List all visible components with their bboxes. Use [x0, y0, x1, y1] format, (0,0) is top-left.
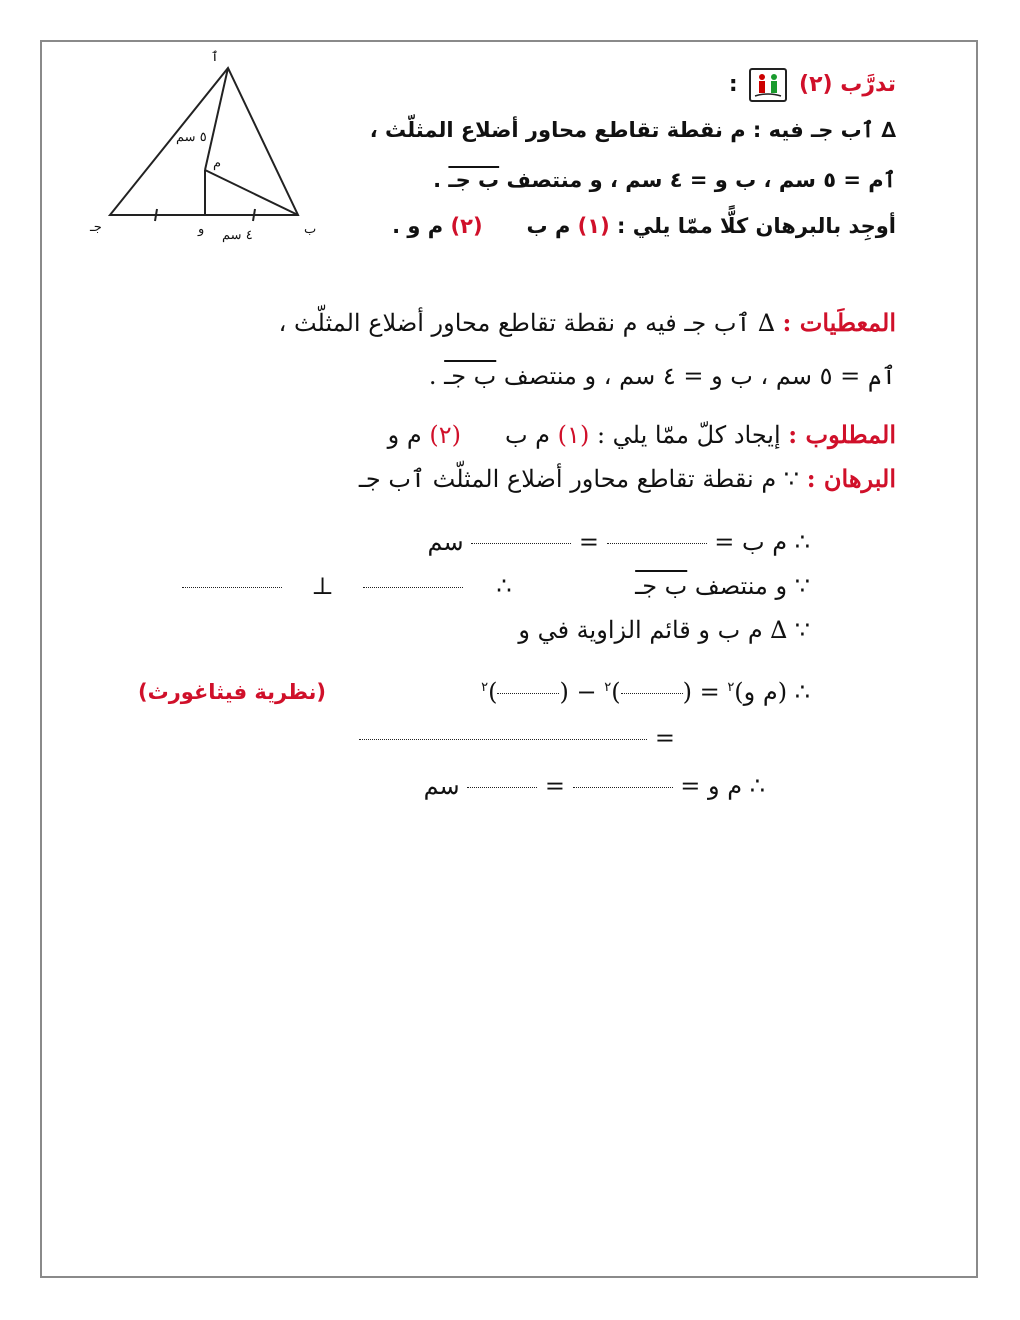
step-1: ∴ م ب = = سم	[427, 528, 810, 556]
label-c: جـ	[90, 220, 102, 235]
proof-line: البرهان : ∵ م نقطة تقاطع محاور أضلاع المثلّث ٱب جـ	[358, 464, 896, 493]
blank-1[interactable]	[607, 543, 707, 544]
givens-line-2: ٱم = ٥ سم ، ب و = ٤ سم ، و منتصف ب جـ .	[428, 362, 896, 390]
blank-3[interactable]	[182, 587, 282, 588]
label-m: م	[213, 156, 222, 171]
tick-mark	[155, 209, 157, 221]
step-5: =	[359, 724, 675, 752]
label-b: ب	[304, 222, 317, 237]
pythagoras-note: (نظرية فيثاغورث)	[138, 680, 327, 704]
segment-mb	[205, 170, 298, 215]
required-line: المطلوب : إيجاد كلّ ممّا يلي : (١) م ب(٢) م و	[387, 420, 896, 449]
label-am-length: ٥ سم	[176, 130, 207, 145]
header-colon: :	[728, 72, 738, 97]
blank-2[interactable]	[471, 543, 571, 544]
segment-bc: ب جـ	[448, 168, 500, 192]
statement-line-2: ٱم = ٥ سم ، ب و = ٤ سم ، و منتصف ب جـ .	[433, 168, 896, 192]
step-4: ∴ (م و)$^٢$ = ()$^٢$ − ()$^٢$	[481, 678, 810, 706]
blank-5[interactable]	[621, 693, 683, 694]
exercise-header	[729, 68, 896, 102]
blank-4[interactable]	[363, 587, 463, 588]
blank-8[interactable]	[573, 787, 673, 788]
blank-6[interactable]	[497, 693, 559, 694]
proof-label: البرهان :	[806, 464, 896, 493]
label-bw-length: ٤ سم	[222, 228, 253, 243]
step-6: ∴ م و = = سم	[423, 772, 765, 800]
find-line: أوجِد بالبرهان كلًّا ممّا يلي : (١) م ب(٢) م و .	[392, 214, 896, 238]
triangle-figure	[85, 50, 325, 245]
step-2: ∵ و منتصف ب جـ	[635, 572, 810, 600]
exercise-title: تدرَّب (٢)	[799, 72, 896, 97]
required-label: المطلوب :	[788, 420, 896, 449]
blank-7[interactable]	[359, 739, 647, 740]
givens-line-1: المعطَيات : ∆ ٱب جـ فيه م نقطة تقاطع محاور أضلاع المثلّث ،	[278, 308, 896, 337]
students-icon	[749, 68, 787, 102]
step-2-conclusion: ⊥ ∴	[182, 572, 512, 600]
label-w: و	[198, 222, 205, 237]
statement-line-1: ∆ ٱب جـ فيه : م نقطة تقاطع محاور أضلاع المثلّث ،	[369, 118, 896, 142]
step-3: ∵ ∆ م ب و قائم الزاوية في و	[518, 616, 810, 644]
blank-9[interactable]	[467, 787, 537, 788]
tick-mark	[253, 209, 255, 221]
givens-label: المعطَيات :	[782, 308, 896, 337]
label-a: ٱ	[211, 50, 219, 65]
